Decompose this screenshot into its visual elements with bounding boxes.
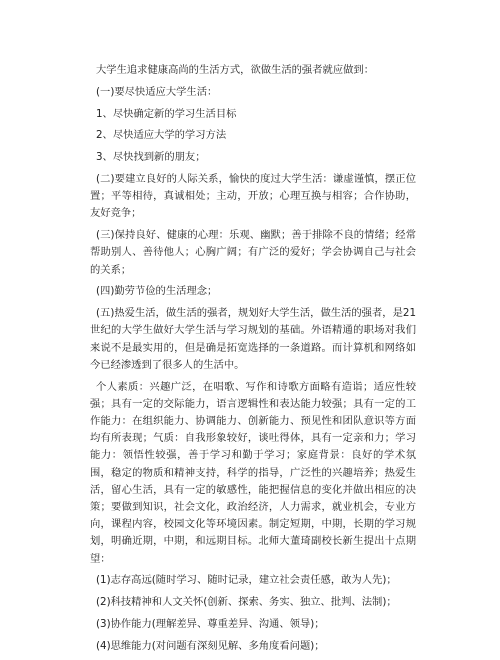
section-5-paragraph: (五)热爱生活，做生活的强者，规划好大学生活，做生活的强者，是21世纪的大学生做好大学生活与学习规划的基础。外语精通的职场对我们来说不是最实用的，但是确是拓宽选择的一条道路。而计算机和网络如今已经渗透到了很多人的生活中。 <box>90 307 416 371</box>
section-1-item: 2、尽快适应大学的学习方法 <box>96 129 227 142</box>
personal-quality-paragraph: 个人素质：兴趣广泛，在唱歌、写作和诗歌方面略有造诣；适应性较强；具有一定的交际能力，语言逻辑性和表达能力较强；具有一定的工作能力：在组织能力、协调能力、创新能力、预见性和团队意识等方面均有所表现；气质：自我形象较好，谈吐得体，具有一定亲和力；学习能力：领悟性较强，善于学习和勤于学习；家庭背景：良好的学术氛围，稳定的物质和精神支持，科学的指导，广泛性的兴趣培养；热爱生活，留心生活，具有一定的敏感性，能把握信息的变化并做出相应的决策；要做到知识，社会文化，政治经济，人力需求，就业机会，专业方向，课程内容，校园文化等环境因素。制定短期，中期，长期的学习规划，明确近期，中期，和远期目标。北师大董琦副校长新生提出十点期望： <box>90 380 416 565</box>
section-2-paragraph: (二)要建立良好的人际关系，愉快的度过大学生活：谦虚谨慎，摆正位置；平等相待，真诚相处；主动，开放；心理互换与相容；合作协助，友好竞争； <box>90 172 416 220</box>
section-1-item: 3、尽快找到新的朋友； <box>96 151 206 164</box>
expectation-item: (1)志存高远(随时学习、随时记录，建立社会责任感，敢为人先)； <box>96 574 397 587</box>
expectation-item: (2)科技精神和人文关怀(创新、探索、务实、独立、批判、法制)； <box>96 596 397 609</box>
document-body <box>90 62 416 660</box>
section-4-paragraph: (四)勤劳节俭的生活理念； <box>96 285 218 298</box>
section-3-paragraph: (三)保持良好、健康的心理：乐观、幽默；善于排除不良的情绪；经常帮助别人、善待他人；心胸广阔；有广泛的爱好；学会协调自己与社会的关系； <box>90 229 416 276</box>
intro-paragraph: 大学生追求健康高尚的生活方式，欲做生活的强者就应做到： <box>96 64 375 76</box>
section-1-item: 1、尽快确定新的学习生活目标 <box>96 107 237 120</box>
expectation-item: (3)协作能力(理解差异、尊重差异、沟通、领导)； <box>96 618 325 631</box>
section-1-title: (一)要尽快适应大学生活： <box>96 85 218 98</box>
expectation-item: (4)思维能力(对问题有深刻见解、多角度看问题)； <box>96 639 325 652</box>
